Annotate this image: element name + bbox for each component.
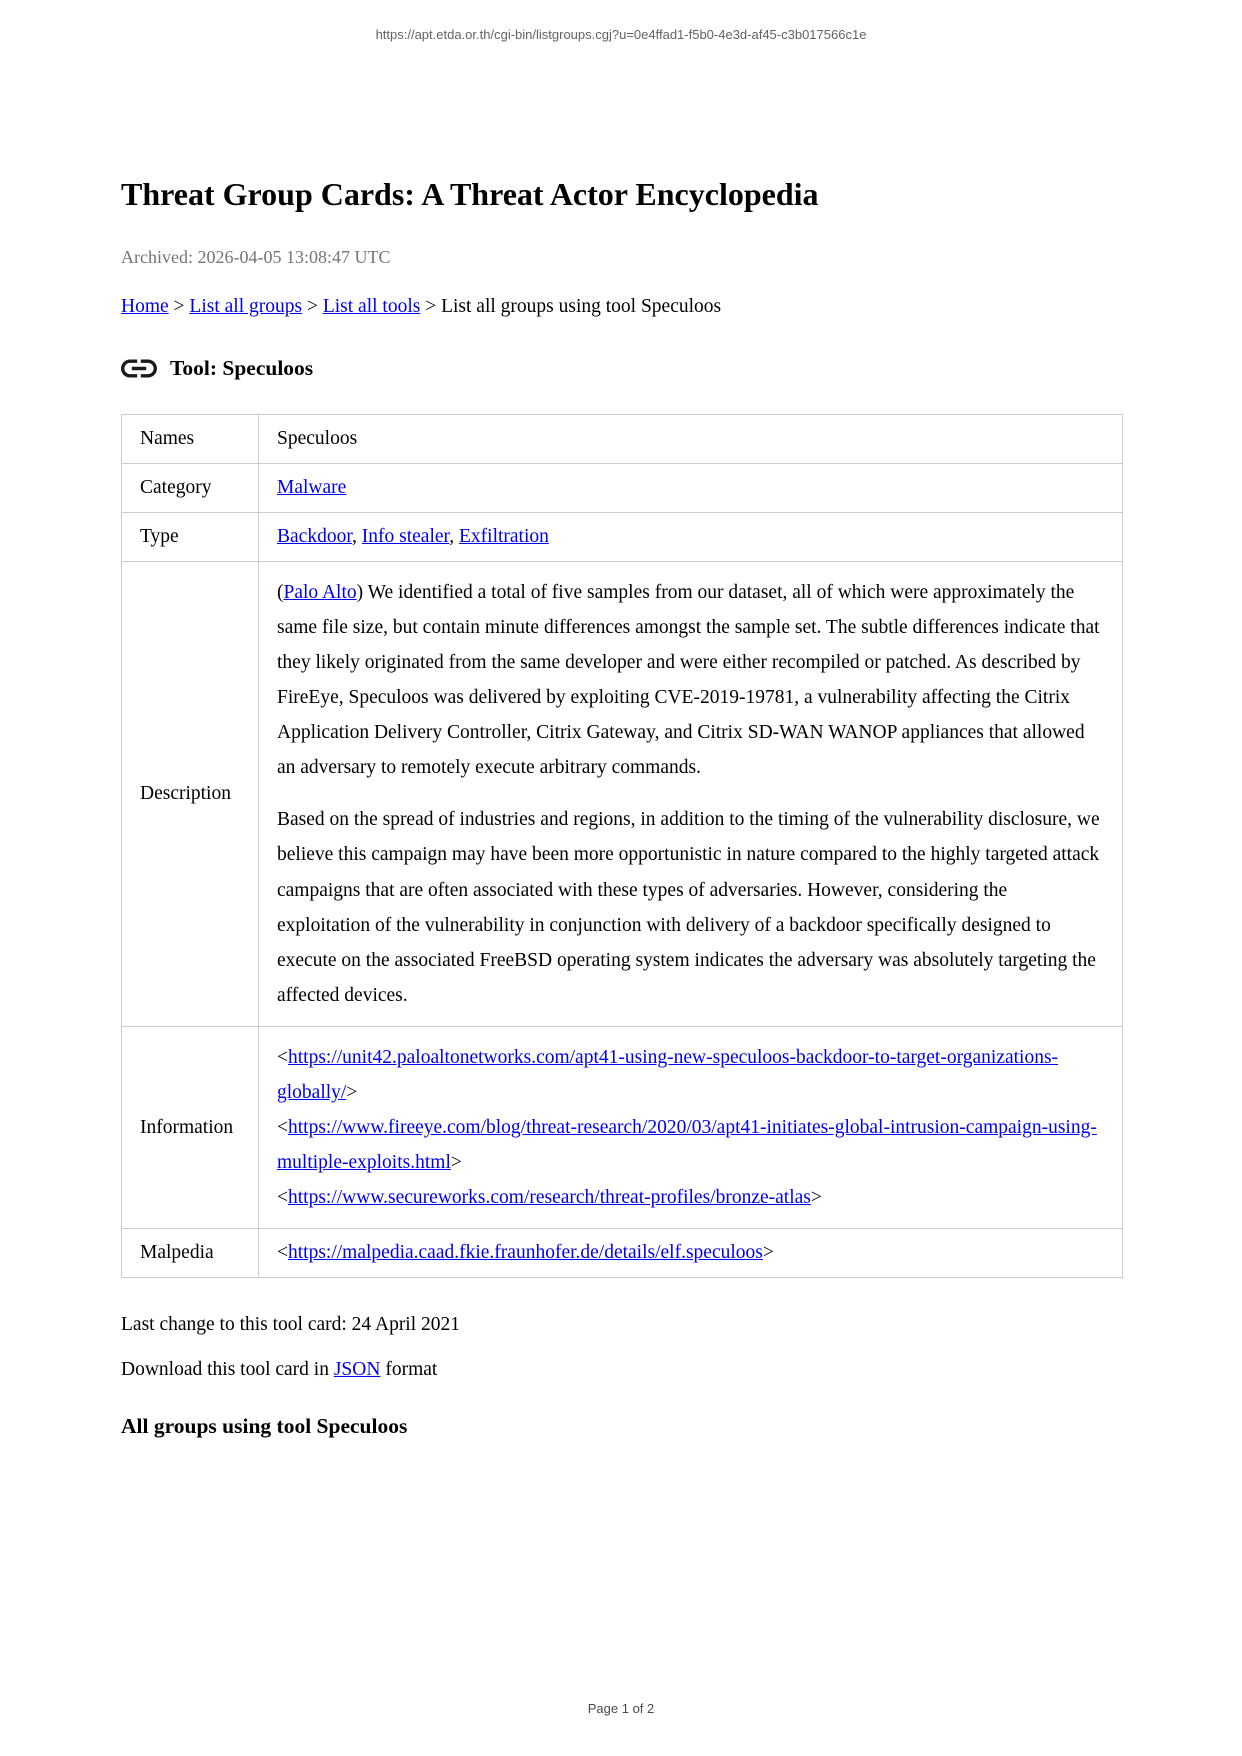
- archived-timestamp: Archived: 2026-04-05 13:08:47 UTC: [121, 246, 391, 267]
- exfiltration-type-link[interactable]: Exfiltration: [459, 525, 549, 547]
- malware-category-link[interactable]: Malware: [277, 476, 347, 498]
- information-value: [259, 1026, 1123, 1228]
- page-content: [121, 0, 1123, 1439]
- malpedia-label: Malpedia: [122, 1229, 259, 1278]
- information-link-fireeye[interactable]: https://www.fireeye.com/blog/threat-research/2020/03/apt41-initiates-global-intrusion-campaign-using-multiple-exploits.html: [277, 1117, 1097, 1174]
- download-json-link[interactable]: JSON: [333, 1359, 381, 1381]
- angle-bracket-open: <: [277, 1046, 288, 1068]
- table-row-category: [122, 463, 1123, 512]
- names-label: Names: [122, 414, 259, 463]
- malpedia-value: [259, 1229, 1123, 1278]
- type-label: Type: [122, 512, 259, 561]
- table-row-names: [122, 414, 1123, 463]
- palo-alto-link[interactable]: Palo Alto: [283, 581, 357, 603]
- table-row-malpedia: [122, 1229, 1123, 1278]
- angle-bracket-close: >: [346, 1082, 358, 1104]
- breadcrumb-link-list-all-groups[interactable]: List all groups: [189, 295, 303, 317]
- groups-section-heading: All groups using tool Speculoos: [121, 1414, 408, 1439]
- breadcrumb-separator: >: [168, 295, 190, 317]
- link-icon: [121, 358, 157, 379]
- description-value: [259, 561, 1123, 1026]
- description-label: Description: [122, 561, 259, 1026]
- tool-heading-label: Tool: Speculoos: [170, 355, 314, 380]
- download-note: [121, 1359, 1123, 1381]
- table-row-information: [122, 1026, 1123, 1228]
- type-value: [259, 512, 1123, 561]
- angle-bracket-close: >: [450, 1152, 462, 1174]
- page-title: Threat Group Cards: A Threat Actor Encyclopedia: [121, 176, 819, 212]
- information-label: Information: [122, 1026, 259, 1228]
- paren-open: (: [277, 581, 284, 603]
- type-separator: ,: [352, 525, 362, 547]
- information-link-line: [277, 1110, 1104, 1180]
- malpedia-link[interactable]: https://malpedia.caad.fkie.fraunhofer.de/details/elf.speculoos: [288, 1242, 763, 1264]
- angle-bracket-open: <: [277, 1242, 288, 1264]
- names-value: Speculoos: [259, 414, 1123, 463]
- breadcrumb-separator: >: [420, 295, 442, 317]
- breadcrumb-link-home[interactable]: Home: [121, 295, 169, 317]
- angle-bracket-open: <: [277, 1117, 288, 1139]
- breadcrumb-link-list-all-tools[interactable]: List all tools: [322, 295, 421, 317]
- angle-bracket-close: >: [810, 1187, 822, 1209]
- table-row-description: [122, 561, 1123, 1026]
- information-link-line: [277, 1040, 1104, 1110]
- type-separator: ,: [449, 525, 459, 547]
- breadcrumb: [121, 296, 1123, 318]
- breadcrumb-current: List all groups using tool Speculoos: [441, 295, 722, 317]
- information-link-secureworks[interactable]: https://www.secureworks.com/research/threat-profiles/bronze-atlas: [288, 1187, 811, 1209]
- description-paragraph-2: Based on the spread of industries and regions, in addition to the timing of the vulnerability disclosure, we believe this campaign may have been more opportunistic in nature compared to the highly targeted attack campaigns that are often associated with these types of adversaries. However, considering the exploitation of the vulnerability in conjunction with delivery of a backdoor specifically designed to execute on the associated FreeBSD operating system indicates the adversary was absolutely targeting the affected devices.: [277, 809, 1100, 1006]
- breadcrumb-separator: >: [302, 295, 323, 317]
- description-paragraph-1-text: ) We identified a total of five samples from our dataset, all of which were approximately the same file size, but contain minute differences amongst the sample set. The subtle differences indicate that they likely originated from the same developer and were either recompiled or patched. As described by FireEye, Speculoos was delivered by exploiting CVE-2019-19781, a vulnerability affecting the Citrix Application Delivery Controller, Citrix Gateway, and Citrix SD-WAN WANOP appliances that allowed an adversary to remotely execute arbitrary commands.: [277, 581, 1100, 779]
- category-label: Category: [122, 463, 259, 512]
- description-paragraph-1: [277, 575, 1104, 786]
- last-change-note: Last change to this tool card: 24 April 2021: [121, 1314, 461, 1336]
- information-link-unit42[interactable]: https://unit42.paloaltonetworks.com/apt41-using-new-speculoos-backdoor-to-target-organizations-globally/: [277, 1046, 1059, 1104]
- backdoor-type-link[interactable]: Backdoor: [277, 525, 353, 547]
- info-stealer-type-link[interactable]: Info stealer: [361, 525, 450, 547]
- angle-bracket-open: <: [277, 1187, 288, 1209]
- table-row-type: [122, 512, 1123, 561]
- information-link-line: [277, 1180, 1104, 1215]
- download-note-suffix: format: [380, 1359, 438, 1381]
- angle-bracket-close: >: [762, 1242, 774, 1264]
- tool-heading: [121, 356, 1123, 381]
- print-header-url: https://apt.etda.or.th/cgi-bin/listgroups.cgj?u=0e4ffad1-f5b0-4e3d-af45-c3b017566c1e: [375, 27, 867, 42]
- tool-card-table: [121, 414, 1123, 1279]
- print-footer-page-number: Page 1 of 2: [587, 1701, 655, 1716]
- category-value: [259, 463, 1123, 512]
- download-note-prefix: Download this tool card in: [121, 1359, 334, 1381]
